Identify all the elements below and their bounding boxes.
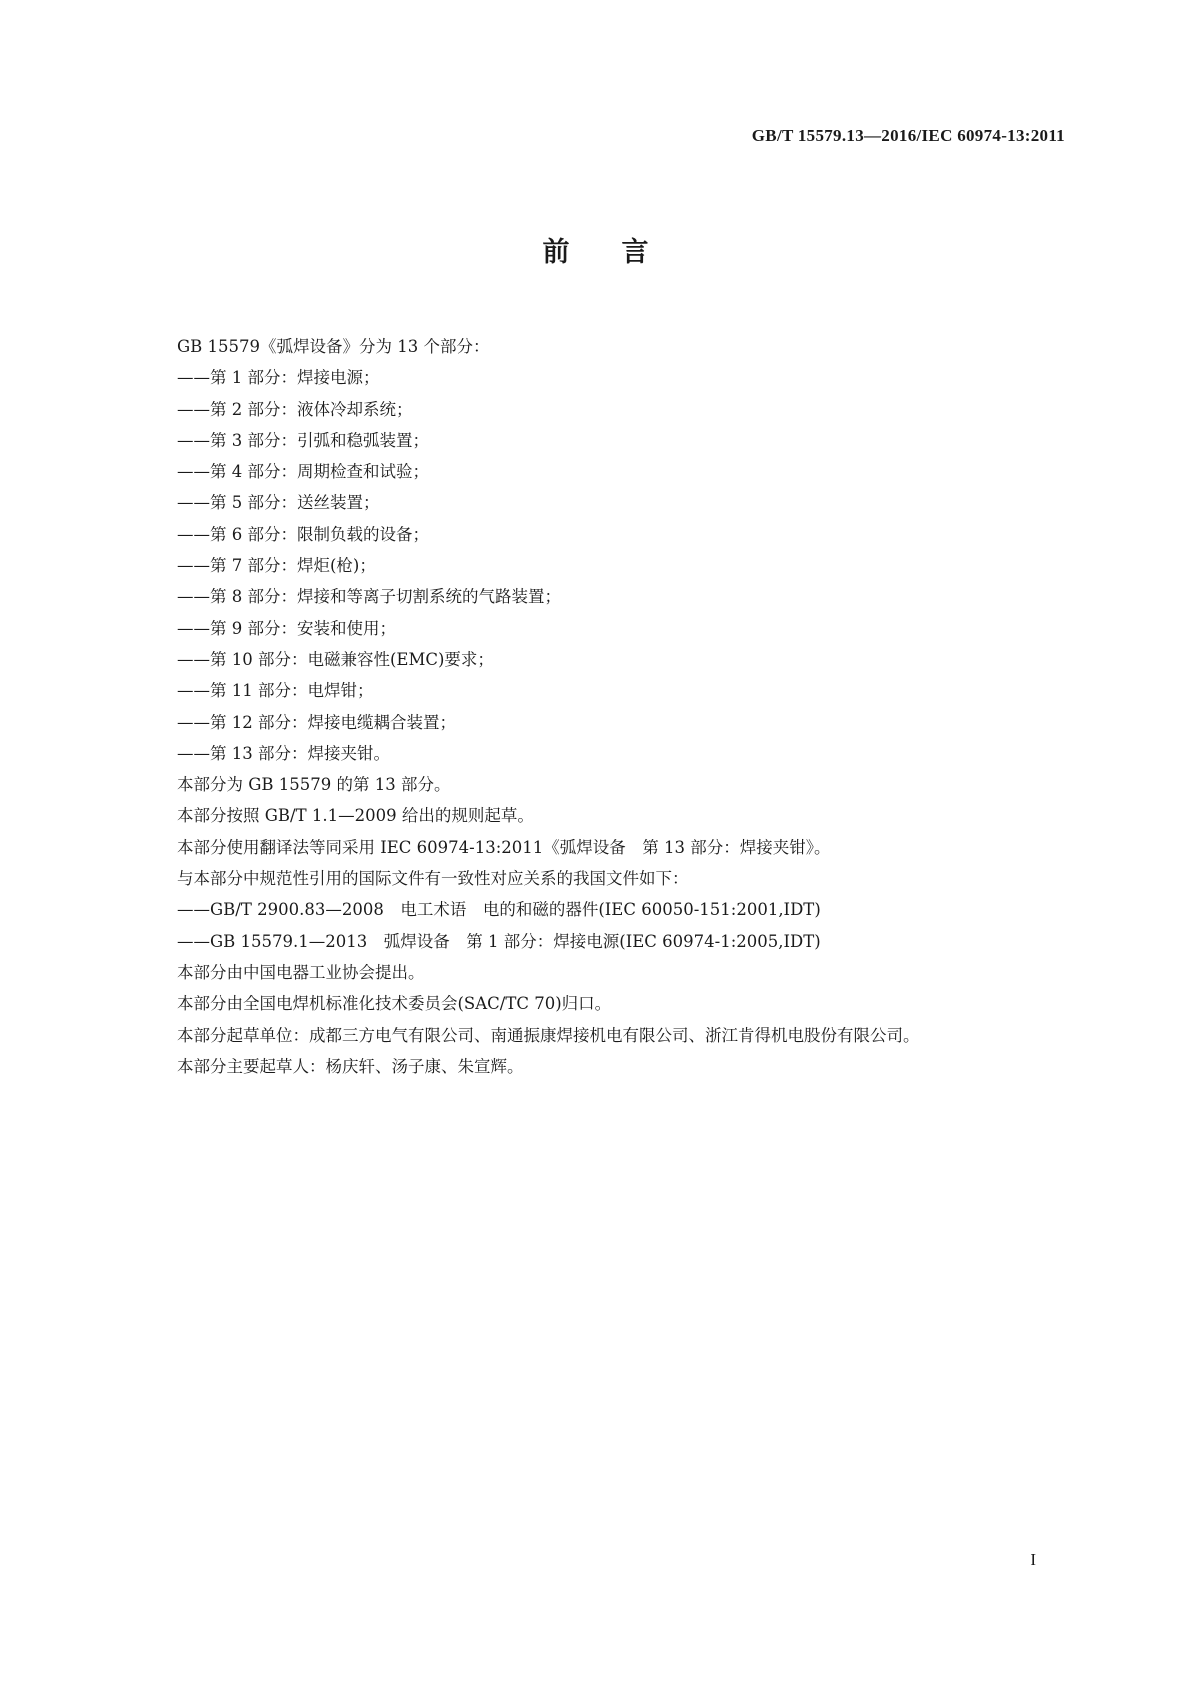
intro-paragraph: GB 15579《弧焊设备》分为 13 个部分： — [177, 337, 490, 356]
part-list-item: ——第 5 部分：送丝装置； — [177, 493, 380, 513]
drafting-rules-paragraph: 本部分按照 GB/T 1.1—2009 给出的规则起草。 — [177, 806, 534, 826]
part-list-item: ——第 2 部分：液体冷却系统； — [177, 399, 413, 419]
part-of-paragraph: 本部分为 GB 15579 的第 13 部分。 — [177, 775, 451, 795]
part-list-item: ——第 13 部分：焊接夹钳。 — [177, 743, 390, 763]
page-title: 前言 — [542, 237, 701, 268]
part-list-item: ——第 3 部分：引弧和稳弧装置； — [177, 430, 429, 450]
part-list-item: ——第 11 部分：电焊钳； — [177, 681, 374, 701]
drafting-units-paragraph: 本部分起草单位：成都三方电气有限公司、南通振康焊接机电有限公司、浙江肯得机电股份有限公司。 — [177, 1025, 920, 1045]
proposed-by-paragraph: 本部分由中国电器工业协会提出。 — [177, 962, 425, 982]
part-list-item: ——第 8 部分：焊接和等离子切割系统的气路装置； — [177, 587, 561, 607]
part-list-item: ——第 4 部分：周期检查和试验； — [177, 462, 429, 482]
centralized-by-paragraph: 本部分由全国电焊机标准化技术委员会(SAC/TC 70)归口。 — [177, 994, 612, 1014]
part-list-item: ——第 9 部分：安装和使用； — [177, 618, 396, 638]
references-intro-paragraph: 与本部分中规范性引用的国际文件有一致性对应关系的我国文件如下： — [177, 869, 689, 889]
part-list-item: ——第 1 部分：焊接电源； — [177, 368, 380, 388]
part-list-item: ——第 12 部分：焊接电缆耦合装置； — [177, 712, 456, 732]
drafters-paragraph: 本部分主要起草人：杨庆轩、汤子康、朱宣辉。 — [177, 1056, 524, 1076]
part-list-item: ——第 6 部分：限制负载的设备； — [177, 524, 429, 544]
reference-list-item: ——GB 15579.1—2013 弧焊设备 第 1 部分：焊接电源(IEC 60974-1:2005,IDT) — [177, 931, 821, 951]
translation-paragraph: 本部分使用翻译法等同采用 IEC 60974-13:2011《弧焊设备 第 13 部分：焊接夹钳》。 — [177, 837, 831, 857]
part-list-item: ——第 7 部分：焊炬(枪)； — [177, 556, 376, 576]
reference-list-item: ——GB/T 2900.83—2008 电工术语 电的和磁的器件(IEC 60050-151:2001,IDT) — [177, 900, 821, 920]
part-list-item: ——第 10 部分：电磁兼容性(EMC)要求； — [177, 649, 494, 669]
standard-code-header: GB/T 15579.13—2016/IEC 60974-13:2011 — [751, 126, 1065, 145]
page-number: I — [1030, 1550, 1036, 1569]
foreword-body — [141, 331, 1065, 1082]
